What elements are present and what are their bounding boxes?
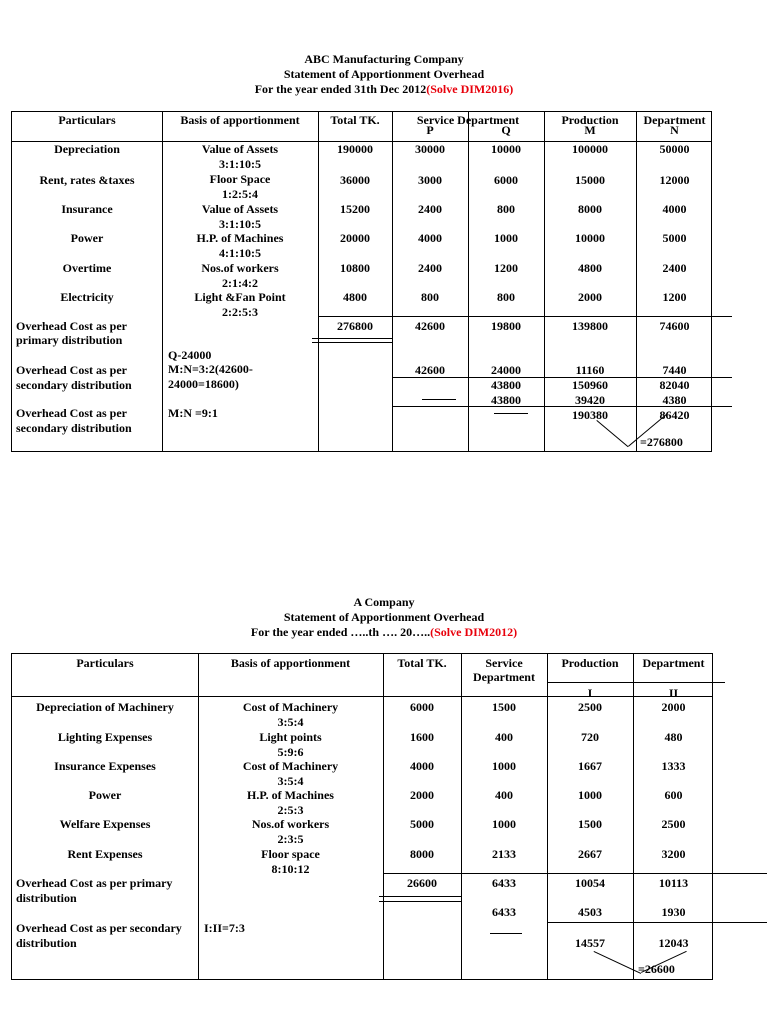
t1-period: For the year ended 31th Dec 2012 xyxy=(254,82,427,96)
t1-row-total: 20000 xyxy=(340,231,370,245)
t2-row-ii: 1333 xyxy=(661,759,686,773)
t1-row-n: 4000 xyxy=(662,202,687,216)
t2-row-basis: Cost of Machinery xyxy=(242,759,339,773)
t1-header-q: Q xyxy=(501,123,511,137)
t1-row-basis: Value of Assets xyxy=(201,142,279,156)
t1-row-p: 2400 xyxy=(418,261,442,275)
t2-row-ratio: 2:3:5 xyxy=(277,832,304,846)
t1-secondary-n-2: 82040 xyxy=(659,378,690,392)
t1-row-total: 15200 xyxy=(340,202,370,216)
t2-subtitle: Statement of Apportionment Overhead xyxy=(283,610,485,624)
t1-row-p: 4000 xyxy=(418,231,442,245)
t1-company: ABC Manufacturing Company xyxy=(304,52,464,66)
t1-secondary-basis-2: M:N=3:2(42600- xyxy=(168,362,253,376)
t1-secondary-basis-1: Q-24000 xyxy=(168,348,212,362)
t2-row-ii: 2500 xyxy=(661,817,686,831)
t2-secondary-i-total: 14557 xyxy=(575,936,605,950)
t1-row-p: 3000 xyxy=(418,173,442,187)
t2-primary-label-2: distribution xyxy=(16,891,77,905)
t1-period-line xyxy=(0,82,768,97)
t1-row-particular: Electricity xyxy=(60,290,114,304)
t1-row-ratio: 3:1:10:5 xyxy=(219,157,261,171)
t1-row-n: 1200 xyxy=(662,290,687,304)
t2-secondary-basis: I:II=7:3 xyxy=(204,921,245,935)
t2-row-basis: Cost of Machinery xyxy=(242,700,339,714)
t2-secondary-i: 4503 xyxy=(578,905,602,919)
t2-row-particular: Power xyxy=(88,788,122,802)
t1-grand-total: =276800 xyxy=(640,435,683,449)
t2-primary-i: 10054 xyxy=(575,876,605,890)
t2-row-i: 720 xyxy=(581,730,599,744)
t1-header-particulars: Particulars xyxy=(58,113,116,127)
t2-solve-note: (Solve DIM2012) xyxy=(430,625,518,639)
t2-header-total: Total TK. xyxy=(397,656,447,670)
t2-row-basis: Floor space xyxy=(261,847,320,861)
t1-row-particular: Power xyxy=(70,231,104,245)
t1-primary-m: 139800 xyxy=(572,319,608,333)
t2-row-ratio: 3:5:4 xyxy=(277,715,304,729)
t2-header-i: I xyxy=(587,686,593,700)
t1-secondary2-label: Overhead Cost as per xyxy=(16,406,127,420)
t2-period: For the year ended …..th …. 20….. xyxy=(250,625,431,639)
t1-secondary-m-2: 150960 xyxy=(572,378,608,392)
t2-header-service-2: Department xyxy=(473,670,535,684)
t2-row-ratio: 5:9:6 xyxy=(277,745,304,759)
t1-primary-q: 19800 xyxy=(491,319,521,333)
t1-secondary-n-4: 86420 xyxy=(659,408,690,422)
t1-row-basis: Value of Assets xyxy=(201,202,279,216)
t1-row-ratio: 2:1:4:2 xyxy=(222,276,258,290)
t1-row-ratio: 2:2:5:3 xyxy=(222,305,258,319)
t1-secondary-q-3: 43800 xyxy=(491,393,521,407)
t2-row-i: 1000 xyxy=(578,788,602,802)
t2-row-basis: H.P. of Machines xyxy=(247,788,334,802)
t2-company: A Company xyxy=(353,595,415,609)
t1-header-department: Department xyxy=(643,113,706,127)
t1-row-n: 12000 xyxy=(659,173,690,187)
t1-row-m: 4800 xyxy=(578,261,602,275)
t1-row-ratio: 3:1:10:5 xyxy=(219,217,261,231)
t2-row-ii: 600 xyxy=(664,788,683,802)
t1-secondary-n-1: 7440 xyxy=(662,363,687,377)
t2-row-service: 1000 xyxy=(492,759,516,773)
t1-secondary2-label-2: secondary distribution xyxy=(16,421,132,435)
t2-secondary-ii-total: 12043 xyxy=(658,936,689,950)
t2-row-total: 4000 xyxy=(410,759,434,773)
t1-row-p: 2400 xyxy=(418,202,442,216)
t1-row-q: 800 xyxy=(497,202,515,216)
t1-primary-label: Overhead Cost as per xyxy=(16,319,127,333)
t1-header-basis: Basis of apportionment xyxy=(180,113,300,127)
t2-row-ratio: 8:10:12 xyxy=(271,862,310,876)
t2-primary-service: 6433 xyxy=(492,876,516,890)
t2-row-i: 2667 xyxy=(578,847,602,861)
t1-row-basis: Floor Space xyxy=(209,172,271,186)
t2-header-department: Department xyxy=(642,656,705,670)
t2-row-ii: 3200 xyxy=(661,847,686,861)
t1-row-q: 800 xyxy=(497,290,515,304)
t1-secondary-basis-3: 24000=18600) xyxy=(168,377,239,391)
t1-row-total: 36000 xyxy=(340,173,370,187)
t1-table xyxy=(11,111,712,452)
t1-primary-total: 276800 xyxy=(337,319,373,333)
t1-row-n: 2400 xyxy=(662,261,687,275)
t1-secondary-q-1: 24000 xyxy=(491,363,521,377)
t2-row-particular: Depreciation of Machinery xyxy=(36,700,174,714)
t1-row-q: 1200 xyxy=(494,261,518,275)
t2-header-service: Service xyxy=(485,656,523,670)
t1-row-basis: Nos.of workers xyxy=(201,261,279,275)
t1-secondary-q-2: 43800 xyxy=(491,378,521,392)
t2-row-particular: Rent Expenses xyxy=(67,847,143,861)
t2-row-total: 2000 xyxy=(410,788,434,802)
t2-row-service: 1500 xyxy=(492,700,516,714)
t1-row-ratio: 4:1:10:5 xyxy=(219,246,261,260)
t2-row-total: 6000 xyxy=(410,700,434,714)
t1-row-basis: Light &Fan Point xyxy=(194,290,286,304)
t1-row-total: 4800 xyxy=(343,290,367,304)
t2-period-line xyxy=(0,625,768,640)
t2-row-basis: Nos.of workers xyxy=(251,817,330,831)
t1-header-n: N xyxy=(670,123,679,137)
t1-secondary-n-3: 4380 xyxy=(662,393,687,407)
t2-row-particular: Welfare Expenses xyxy=(59,817,151,831)
t1-row-p: 800 xyxy=(421,290,439,304)
t1-secondary-label: Overhead Cost as per xyxy=(16,363,127,377)
t1-row-m: 2000 xyxy=(578,290,602,304)
t1-row-total: 10800 xyxy=(340,261,370,275)
t1-secondary-m-1: 11160 xyxy=(575,363,605,377)
t2-row-total: 5000 xyxy=(410,817,434,831)
t2-secondary-label: Overhead Cost as per secondary xyxy=(16,921,182,935)
t2-row-particular: Insurance Expenses xyxy=(54,759,156,773)
t1-row-n: 50000 xyxy=(659,142,690,156)
t1-header-service: Service Department xyxy=(416,113,520,127)
t1-secondary2-basis: M:N =9:1 xyxy=(168,406,218,420)
t2-row-i: 1667 xyxy=(578,759,602,773)
t1-secondary-m-4: 190380 xyxy=(572,408,608,422)
t1-row-total: 190000 xyxy=(337,142,373,156)
t1-secondary-p: 42600 xyxy=(415,363,445,377)
t1-row-q: 6000 xyxy=(494,173,518,187)
t2-row-service: 400 xyxy=(495,730,513,744)
t1-primary-n: 74600 xyxy=(659,319,690,333)
t1-primary-label-2: primary distribution xyxy=(16,333,123,347)
t2-row-basis: Light points xyxy=(259,730,322,744)
t2-row-service: 400 xyxy=(495,788,513,802)
t2-grand-total: =26600 xyxy=(638,962,675,976)
t1-solve-note: (Solve DIM2016) xyxy=(426,82,514,96)
t1-row-q: 1000 xyxy=(494,231,518,245)
t1-row-m: 100000 xyxy=(572,142,608,156)
t1-row-m: 8000 xyxy=(578,202,602,216)
t1-header-m: M xyxy=(584,123,596,137)
t1-row-ratio: 1:2:5:4 xyxy=(222,187,258,201)
t2-primary-label: Overhead Cost as per primary xyxy=(16,876,173,890)
t1-row-q: 10000 xyxy=(491,142,521,156)
t2-row-ii: 2000 xyxy=(661,700,686,714)
t2-row-ii: 480 xyxy=(664,730,683,744)
t2-row-particular: Lighting Expenses xyxy=(57,730,153,744)
t1-row-m: 15000 xyxy=(575,173,605,187)
t1-secondary-label-2: secondary distribution xyxy=(16,378,132,392)
t2-row-ratio: 3:5:4 xyxy=(277,774,304,788)
t1-row-particular: Rent, rates &taxes xyxy=(39,173,135,187)
t2-primary-ii: 10113 xyxy=(658,876,689,890)
t2-primary-total: 26600 xyxy=(407,876,437,890)
t1-row-n: 5000 xyxy=(662,231,687,245)
t2-header-production: Production xyxy=(561,656,619,670)
t2-secondary-service: 6433 xyxy=(492,905,516,919)
t2-secondary-label-2: distribution xyxy=(16,936,77,950)
t1-row-particular: Depreciation xyxy=(54,142,120,156)
t1-subtitle: Statement of Apportionment Overhead xyxy=(283,67,485,81)
t2-header-ii: II xyxy=(668,686,679,700)
t1-header-production: Production xyxy=(561,113,619,127)
t2-header-particulars: Particulars xyxy=(76,656,134,670)
t1-header-p: P xyxy=(426,123,434,137)
t1-row-particular: Overtime xyxy=(62,261,112,275)
t1-secondary-m-3: 39420 xyxy=(575,393,605,407)
t2-secondary-ii: 1930 xyxy=(661,905,686,919)
t2-row-i: 2500 xyxy=(578,700,602,714)
t2-row-i: 1500 xyxy=(578,817,602,831)
t1-row-basis: H.P. of Machines xyxy=(196,231,284,245)
t2-row-service: 2133 xyxy=(492,847,516,861)
t2-row-service: 1000 xyxy=(492,817,516,831)
t2-row-ratio: 2:5:3 xyxy=(277,803,304,817)
t2-header-basis: Basis of apportionment xyxy=(230,656,351,670)
t1-primary-p: 42600 xyxy=(415,319,445,333)
t2-table xyxy=(11,653,713,980)
t1-header-total: Total TK. xyxy=(330,113,380,127)
t1-row-p: 30000 xyxy=(415,142,445,156)
t2-row-total: 1600 xyxy=(410,730,434,744)
t2-row-total: 8000 xyxy=(410,847,434,861)
t1-row-particular: Insurance xyxy=(61,202,113,216)
t1-row-m: 10000 xyxy=(575,231,605,245)
